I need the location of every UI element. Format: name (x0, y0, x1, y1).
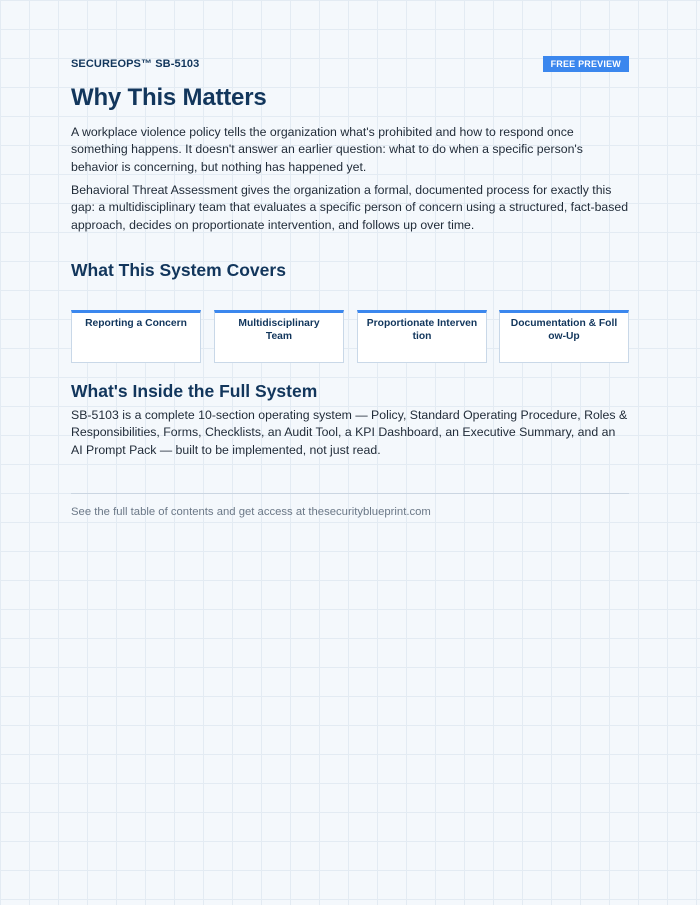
footer-note: See the full table of contents and get access at thesecurityblueprint.com (71, 506, 431, 518)
page-title: Why This Matters (71, 84, 267, 111)
header-bar (71, 56, 629, 74)
section-divider (71, 493, 629, 494)
covers-heading: What This System Covers (71, 260, 286, 280)
coverage-cards (71, 310, 629, 363)
document-code: SECUREOPS™ SB-5103 (71, 58, 200, 70)
card-multidisciplinary-team (214, 310, 344, 363)
card-reporting-concern (71, 310, 201, 363)
card-documentation-follow-up (499, 310, 629, 363)
why-paragraph-2: Behavioral Threat Assessment gives the organization a formal, documented process for exactly this gap: a multidisciplinary team that evaluates a specific person of concern using a structured, fact-based approach, decides on proportionate intervention, and follows up over time. (71, 183, 629, 232)
inside-heading: What's Inside the Full System (71, 381, 318, 401)
inside-paragraph: SB-5103 is a complete 10-section operating system — Policy, Standard Operating Procedure, Roles & Responsibilities, Forms, Checklists, an Audit Tool, a KPI Dashboard, an Executive Summary, and an AI Prompt Pack — built to be implemented, not just read. (71, 408, 628, 457)
why-paragraph-1: A workplace violence policy tells the organization what's prohibited and how to respond once something happens. It doesn't answer an earlier question: what to do when a specific person's behavior is concerning, but nothing has happened yet. (71, 125, 583, 174)
card-label: Proportionate Intervention (366, 318, 478, 342)
card-label: Reporting a Concern (85, 318, 187, 329)
card-proportionate-intervention (357, 310, 487, 363)
free-preview-badge: FREE PREVIEW (543, 56, 629, 72)
card-label: Multidisciplinary Team (238, 318, 320, 342)
card-label: Documentation & Follow-Up (510, 318, 618, 342)
